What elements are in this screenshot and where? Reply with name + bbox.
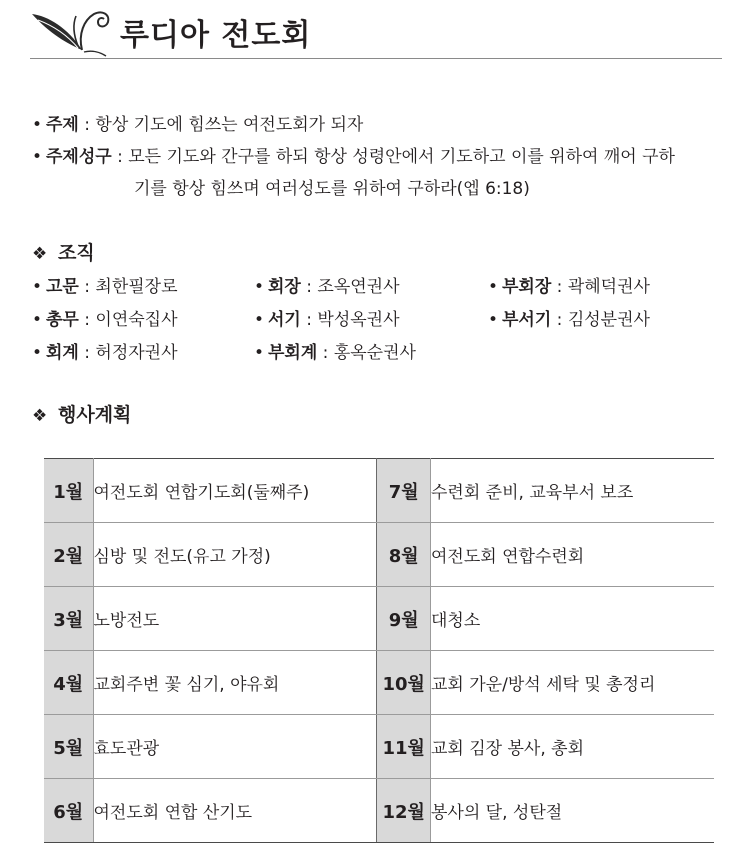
title-divider	[30, 58, 722, 59]
event-cell: 효도관광	[93, 715, 377, 779]
table-row	[44, 715, 714, 779]
table-row	[44, 523, 714, 587]
event-cell: 교회주변 꽃 심기, 야유회	[93, 651, 377, 715]
month-cell: 7월	[377, 459, 431, 523]
org-member: • 부회계 : 홍옥순권사	[254, 343, 416, 363]
event-cell: 여전도회 연합수련회	[431, 523, 715, 587]
event-cell: 수련회 준비, 교육부서 보조	[431, 459, 715, 523]
org-member: • 회장 : 조옥연권사	[254, 277, 400, 297]
month-cell: 12월	[377, 779, 431, 843]
org-member: • 총무 : 이연숙집사	[32, 310, 178, 330]
header	[0, 0, 737, 62]
table-row	[44, 651, 714, 715]
month-cell: 2월	[44, 523, 93, 587]
event-cell: 대청소	[431, 587, 715, 651]
month-cell: 6월	[44, 779, 93, 843]
theme-verse-text-2: 기를 항상 힘쓰며 여러성도를 위하여 구하라(엡 6:18)	[134, 179, 530, 199]
event-cell: 봉사의 달, 성탄절	[431, 779, 715, 843]
diamond-bullet-icon: ❖	[32, 244, 48, 264]
theme-text: 항상 기도에 힘쓰는 여전도회가 되자	[95, 115, 364, 135]
event-cell: 교회 김장 봉사, 총회	[431, 715, 715, 779]
event-cell: 심방 및 전도(유고 가정)	[93, 523, 377, 587]
page-title: 루디아 전도회	[120, 18, 312, 53]
events-heading: ❖ 행사계획	[32, 404, 132, 426]
theme-verse-line-2	[134, 178, 530, 200]
theme-label: 주제	[46, 115, 79, 135]
month-cell: 8월	[377, 523, 431, 587]
table-row	[44, 779, 714, 843]
theme-verse-line: • 주제성구 : 모든 기도와 간구를 하되 항상 성령안에서 기도하고 이를 위하여 깨어 구하	[32, 147, 675, 167]
month-cell: 4월	[44, 651, 93, 715]
event-cell: 교회 가운/방석 세탁 및 총정리	[431, 651, 715, 715]
month-cell: 5월	[44, 715, 93, 779]
leaf-flourish-icon	[28, 6, 114, 58]
theme-line: • 주제 : 항상 기도에 힘쓰는 여전도회가 되자	[32, 115, 364, 135]
table-row	[44, 459, 714, 523]
event-cell: 노방전도	[93, 587, 377, 651]
org-member: • 회계 : 허정자권사	[32, 343, 178, 363]
month-cell: 3월	[44, 587, 93, 651]
org-member: • 고문 : 최한필장로	[32, 277, 178, 297]
diamond-bullet-icon: ❖	[32, 406, 48, 426]
organization-heading: ❖ 조직	[32, 242, 95, 264]
event-cell: 여전도회 연합 산기도	[93, 779, 377, 843]
org-member: • 부서기 : 김성분권사	[488, 310, 650, 330]
event-plan-table	[44, 458, 714, 843]
month-cell: 9월	[377, 587, 431, 651]
month-cell: 10월	[377, 651, 431, 715]
month-cell: 11월	[377, 715, 431, 779]
event-cell: 여전도회 연합기도회(둘째주)	[93, 459, 377, 523]
org-member: • 서기 : 박성옥권사	[254, 310, 400, 330]
org-member: • 부회장 : 곽혜덕권사	[488, 277, 650, 297]
table-row	[44, 587, 714, 651]
month-cell: 1월	[44, 459, 93, 523]
theme-verse-text-1: 모든 기도와 간구를 하되 항상 성령안에서 기도하고 이를 위하여 깨어 구하	[128, 147, 675, 167]
theme-verse-label: 주제성구	[46, 147, 112, 167]
